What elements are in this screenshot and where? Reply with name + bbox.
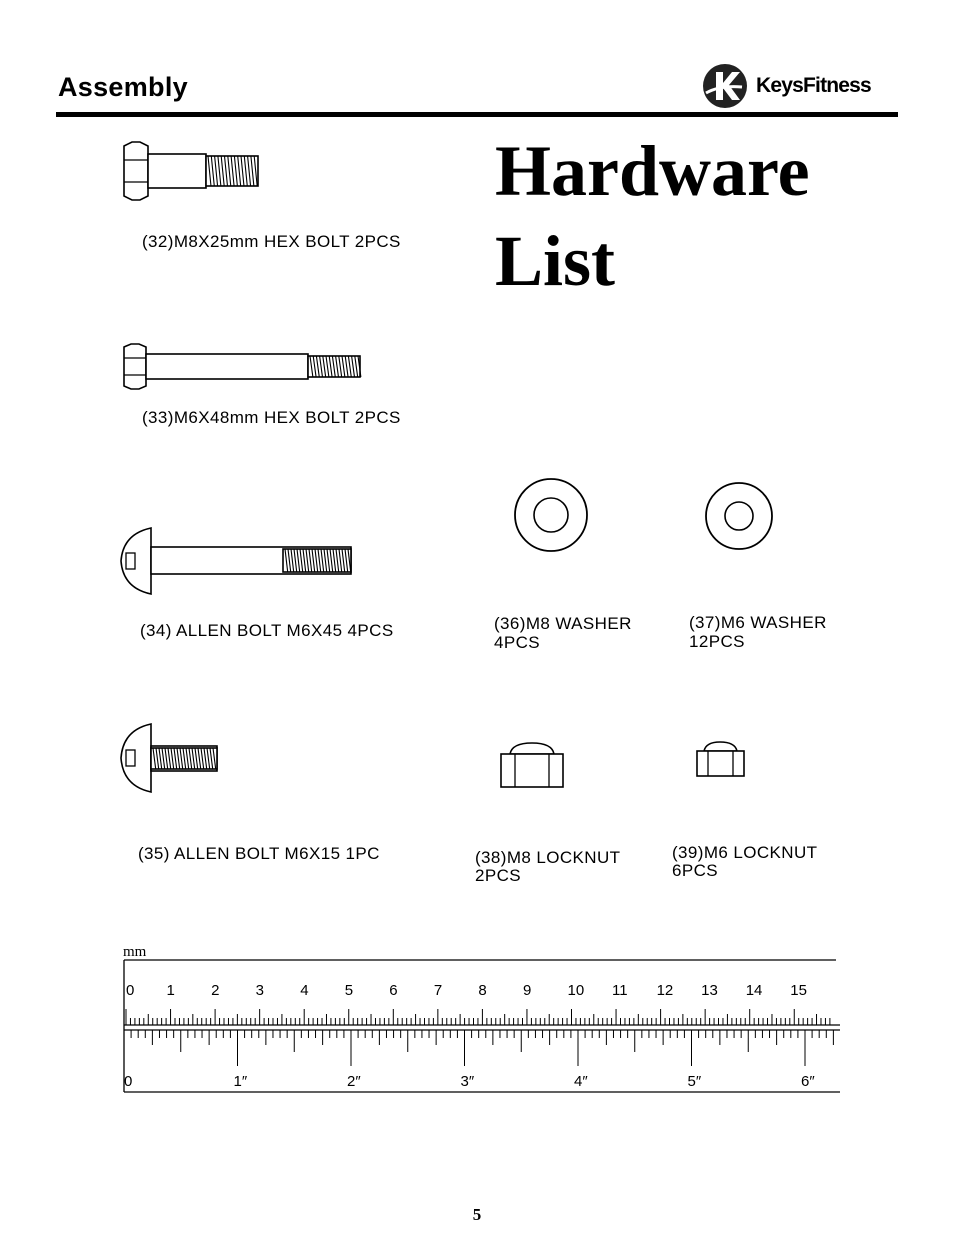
section-title: Assembly: [58, 72, 188, 102]
locknut-icon: [695, 740, 747, 780]
part-label-39-line-2: 6PCS: [672, 861, 719, 880]
allen-bolt-icon: [115, 722, 223, 796]
ruler-cm-label: 10: [567, 982, 585, 999]
part-label-38-line-1: (38)M8 LOCKNUT: [475, 848, 621, 867]
part-label-38-line-2: 2PCS: [475, 866, 522, 885]
ruler-cm-label: 0: [126, 982, 135, 999]
title-line-2: List: [495, 221, 616, 301]
ruler-inch-label: 4″: [574, 1073, 588, 1090]
washer-icon: [512, 476, 592, 556]
keysfitness-logo-icon: [702, 63, 748, 109]
hex-bolt-icon: [122, 342, 364, 392]
ruler-icon: [118, 940, 844, 1100]
ruler-cm-label: 9: [522, 982, 532, 999]
title-line-1: Hardware: [495, 131, 810, 211]
ruler-cm-label: 3: [255, 982, 264, 999]
ruler-cm-label: 2: [211, 982, 220, 999]
ruler-inch-label: 6″: [801, 1073, 815, 1090]
ruler-cm-label: 4: [300, 982, 309, 999]
part-label-37-line-2: 12PCS: [689, 632, 745, 651]
ruler-unit-label: mm: [123, 944, 147, 960]
ruler-inch-label: 5″: [687, 1073, 702, 1090]
brand-name: [756, 74, 871, 98]
hex-bolt-icon: [122, 140, 264, 202]
ruler-inch-label: 0: [124, 1073, 133, 1090]
locknut-icon: [498, 740, 566, 790]
ruler-cm-label: 15: [790, 982, 807, 999]
part-label-36-line-2: 4PCS: [494, 633, 541, 652]
allen-bolt-icon: [115, 524, 357, 598]
header-rule: [56, 112, 898, 117]
brand-name-part1: Keys: [756, 74, 804, 97]
part-label-33: (33)M6X48mm HEX BOLT 2PCS: [142, 408, 401, 427]
brand-name-part2: Fitness: [803, 74, 871, 97]
washer-icon: [703, 480, 775, 552]
ruler-cm-label: 13: [701, 982, 718, 999]
ruler-inch-label: 2″: [347, 1073, 361, 1090]
part-label-32: (32)M8X25mm HEX BOLT 2PCS: [142, 232, 401, 251]
part-label-34: (34) ALLEN BOLT M6X45 4PCS: [140, 621, 394, 640]
part-label-39-line-1: (39)M6 LOCKNUT: [672, 843, 818, 862]
ruler-cm-label: 1: [166, 982, 175, 999]
ruler-cm-label: 6: [389, 982, 398, 999]
ruler-inch-label: 3″: [460, 1073, 475, 1090]
part-label-36-line-1: (36)M8 WASHER: [494, 614, 632, 633]
part-label-35: (35) ALLEN BOLT M6X15 1PC: [138, 844, 380, 863]
ruler-inch-label: 1″: [233, 1073, 248, 1090]
ruler-cm-label: 5: [344, 982, 354, 999]
ruler-cm-label: 14: [745, 982, 763, 999]
ruler-cm-label: 11: [612, 982, 628, 999]
ruler-cm-label: 12: [656, 982, 674, 999]
part-label-37-line-1: (37)M6 WASHER: [689, 613, 827, 632]
ruler-cm-label: 8: [478, 982, 487, 999]
page-number: 5: [472, 1205, 482, 1224]
brand-logo: [702, 60, 871, 112]
ruler-cm-label: 7: [433, 982, 443, 999]
